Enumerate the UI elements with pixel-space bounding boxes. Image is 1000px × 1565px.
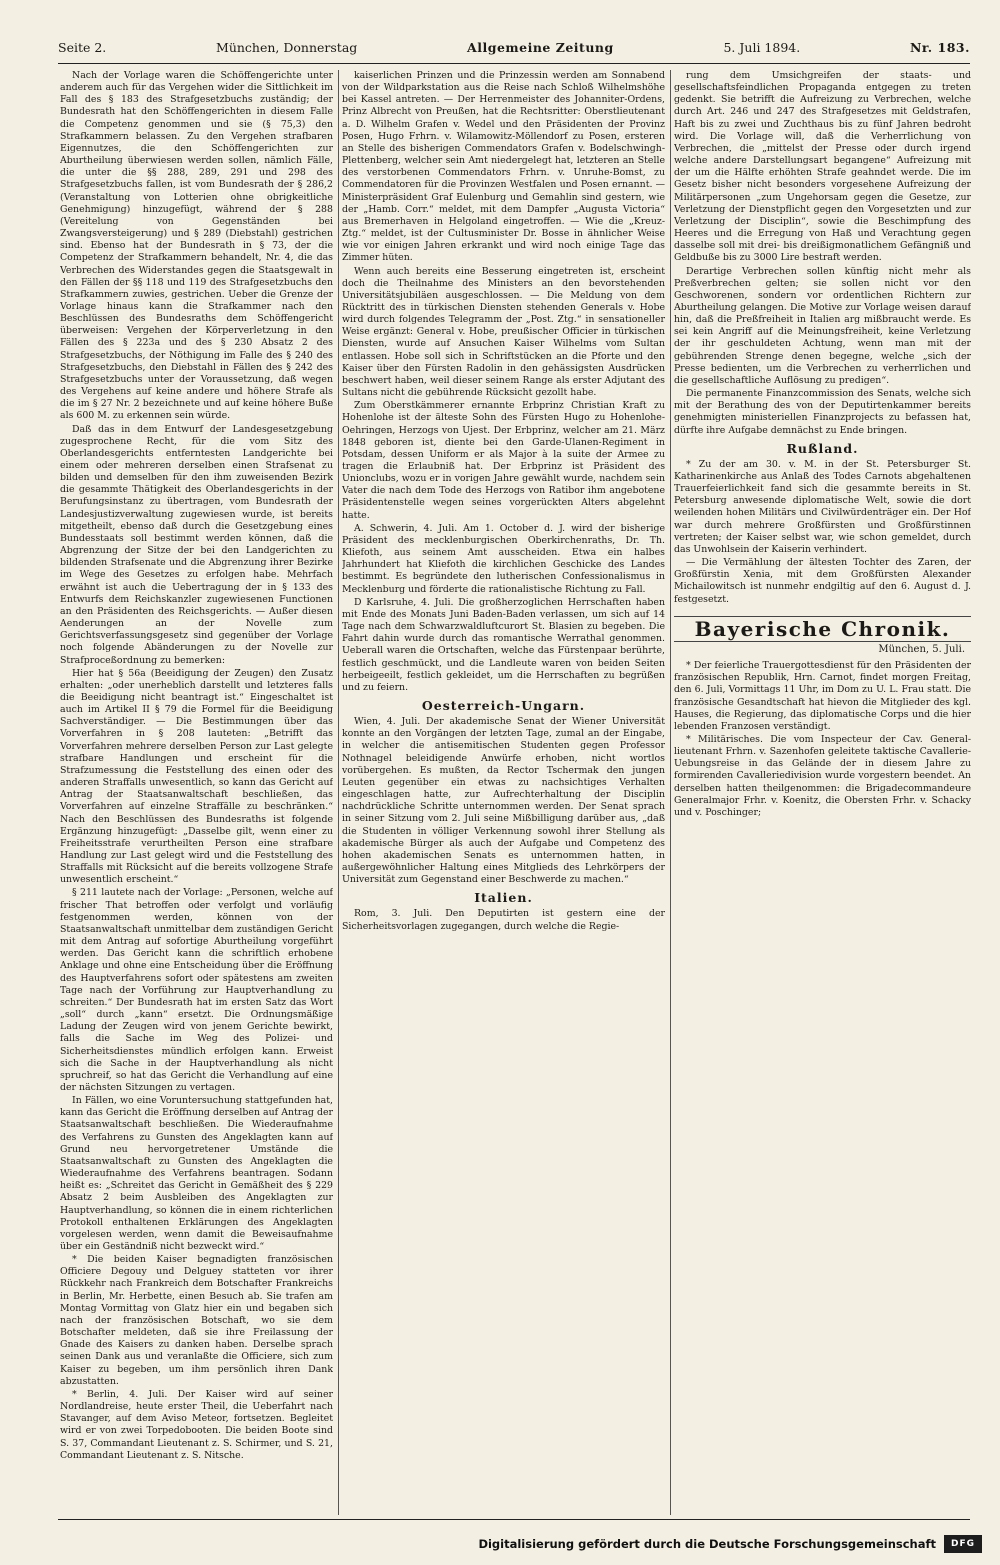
paragraph: Nach der Vorlage waren die Schöffengerichte unter anderem auch für das Vergehen wider die Sittlichkeit im Fall des § 183 des Strafgesetzbuchs zuständig; der Bundesrath hat den Schöffengerichten in diesem Falle die Competenz genommen und sie (§ 75,3) den Strafkammern belassen. Zu den Vergehen strafbaren Eigennutzes, die den Schöffengerichten zur Aburtheilung überwiesen werden sollen, nämlich Fälle, die unter die §§ 288, 289, 291 und 298 des Strafgesetzbuchs fallen, ist vom Bundesrath der § 286,2 (Veranstaltung von Lotterien ohne obrigkeitliche Genehmigung) hinzugefügt, während der § 288 (Vereitelung von Gegenständen bei Zwangsversteigerung) und § 289 (Diebstahl) gestrichen sind. Ebenso hat der Bundesrath in § 73, der die Competenz der Strafkammern behandelt, Nr. 4, die das Verbrechen des Widerstandes gegen die Staatsgewalt in den Fällen der §§ 118 und 119 des Strafgesetzbuchs den Strafkammern zuwies, gestrichen. Ueber die Grenze der Vorlage hinaus kann die Strafkammer nach den Beschlüssen des Bundesraths dem Schöffengericht überweisen: Vergehen der Körperverletzung in den Fällen des § 223a und des § 230 Absatz 2 des Strafgesetzbuchs, der Nöthigung im Falle des § 240 des Strafgesetzbuchs, den Diebstahl in Fällen des § 242 des Strafgesetzbuchs unter der Voraussetzung, daß wegen des Vergehens auf keine andere und höhere Strafe als die im § 27 Nr. 2 bezeichnete und auf keine höhere Buße als 600 M. zu erkennen sein würde. <box>60 70 333 422</box>
page-number: Seite 2. <box>58 40 107 55</box>
paragraph: Derartige Verbrechen sollen künftig nicht mehr als Preßverbrechen gelten; sie sollen nicht vor den Geschworenen, sondern vor ordentlichen Richtern zur Aburtheilung gelangen. Die Motive zur Vorlage weisen darauf hin, daß die Preßfreiheit in Italien arg mißbraucht werde. Es sei kein Angriff auf die Meinungsfreiheit, keine Verletzung der ihr geschuldeten Achtung, wenn man mit der gebührenden Strenge denen begegne, welche „sich der Presse bedienten, um die Verbrechen zu verherrlichen und die gesellschaftliche Auflösung zu predigen“. <box>674 265 971 386</box>
section-heading-austria: Oesterreich-Ungarn. <box>421 697 586 713</box>
paragraph: Daß das in dem Entwurf der Landesgesetzgebung zugesprochene Recht, für die vom Sitz des Oberlandesgerichts entferntesten Landgerichte bei einem oder mehreren derselben einen Strafsenat zu bilden und demselben für den ihm zuweisenden Bezirk die gesammte Thätigkeit des Oberlandesgerichts in der Berufungsinstanz zu übertragen, vom Bundesrath der Landesjustizverwaltung zugewiesen wurde, ist bereits mitgetheilt, ebenso daß durch die Gesetzgebung eines Bundesstaats soll bestimmt werden können, daß die Abgrenzung der Sitze der bei den Landgerichten zu bildenden Strafsenate und die Abgrenzung ihrer Bezirke im Wege des Gesetzes zu erfolgen habe. Mehrfach erwähnt ist auch die Uebertragung der in § 133 des Entwurfs dem Reichskanzler zugewiesenen Functionen an den Präsidenten des Reichsgerichts. — Außer diesen Aenderungen an der Novelle zum Gerichtsverfassungsgesetz sind gegenüber der Vorlage noch folgende Abänderungen zu der Novelle zur Strafproceßordnung zu bemerken: <box>60 423 333 666</box>
issue-date: 5. Juli 1894. <box>723 40 801 55</box>
issue-number: Nr. 183. <box>909 40 970 55</box>
paragraph: Rom, 3. Juli. Den Deputirten ist gestern eine der Sicherheitsvorlagen zugegangen, durch welche die Regie- <box>342 908 665 932</box>
paragraph: Die permanente Finanzcommission des Senats, welche sich mit der Berathung des von der Deputirtenkammer bereits genehmigten ministeriellen Finanzprojects zu befassen hat, dürfte ihre Aufgabe demnächst zu Ende bringen. <box>674 388 971 436</box>
paragraph: rung dem Umsichgreifen der staats- und gesellschaftsfeindlichen Propaganda entgegen zu treten gedenkt. Sie betrifft die Aufreizung zu Verbrechen, welche durch Art. 246 und 247 des Strafgesetzes mit Geldstrafen, Haft bis zu zwei und Zuchthaus bis zu fünf Jahren bedroht wird. Die Vorlage will, daß die Verherrlichung von Verbrechen, die „mittelst der Presse oder durch irgend welche andere Darstellungsart begangene“ Aufreizung mit der um die Hälfte erhöhten Strafe geahndet werde. Die im Gesetz bisher nicht besonders vorgesehene Aufreizung der Militärpersonen „zum Ungehorsam gegen die Gesetze, zur Verletzung der Dienstpflicht gegen den Vorgesetzten und zur Verletzung der Disciplin“, sowie die Beschimpfung des Heeres und die Erregung von Haß und Verachtung gegen dasselbe soll mit drei- bis dreißigmonatlichem Gefängniß und Geldbuße bis zu 3000 Lire bestraft werden. <box>674 70 971 264</box>
column-2 <box>342 70 665 1515</box>
footer-rule <box>58 1519 970 1520</box>
funding-notice: Digitalisierung gefördert durch die Deutsche Forschungsgemeinschaft <box>478 1537 936 1551</box>
paragraph: Wenn auch bereits eine Besserung eingetreten ist, erscheint doch die Theilnahme des Ministers an den bevorstehenden Universitätsjubiläen ausgeschlossen. — Die Meldung von dem Rücktritt des in türkischen Diensten stehenden Generals v. Hobe wird durch folgendes Telegramm der „Post. Ztg.“ in sensationeller Weise ergänzt: General v. Hobe, preußischer Officier in türkischen Diensten, wurde auf Ansuchen Kaiser Wilhelms vom Sultan entlassen. Hobe soll sich in Schriftstücken an die Pforte und den Kaiser über den Fürsten Radolin in den gehässigsten Ausdrücken beschwert haben, weil dieser seinem Range als erster Adjutant des Sultans nicht die gebührende Rücksicht gezollt habe. <box>342 265 665 399</box>
newspaper-title: Allgemeine Zeitung <box>467 40 614 55</box>
paragraph: D Karlsruhe, 4. Juli. Die großherzoglichen Herrschaften haben mit Ende des Monats Juni Baden-Baden verlassen, um sich auf 14 Tage nach dem Schwarzwaldluftcurort St. Blasien zu begeben. Die Fahrt dahin wurde durch das romantische Werrathal genommen. Ueberall waren die Ortschaften, welche das Fürstenpaar berührte, festlich geschmückt, und die Landleute waren von beiden Seiten herbeigeeilt, festlich gekleidet, um die Herrschaften zu begrüßen und zu feiern. <box>342 596 665 693</box>
paragraph: * Die beiden Kaiser begnadigten französischen Officiere Degouy und Delguey statteten vor ihrer Rückkehr nach Frankreich dem Botschafter Frankreichs in Berlin, Mr. Herbette, einen Besuch ab. Sie trafen am Montag Vormittag von Glatz hier ein und begaben sich nach der französischen Botschaft, wo sie dem Botschafter meldeten, daß sie ihre Freilassung der Gnade des Kaisers zu danken haben. Derselbe sprach seinen Dank aus und veranlaßte die Officiere, sich zum Kaiser zu begeben, um ihm persönlich ihren Dank abzustatten. <box>60 1254 333 1387</box>
paragraph: § 211 lautete nach der Vorlage: „Personen, welche auf frischer That betroffen oder verfolgt und vorläufig festgenommen werden, können von der Staatsanwaltschaft unmittelbar dem zuständigen Gericht mit dem Antrag auf sofortige Aburtheilung vorgeführt werden. Das Gericht kann die schriftlich erhobene Anklage und ohne eine Entscheidung über die Eröffnung des Hauptverfahrens sofort oder spätestens am zweiten Tage nach der Vorführung zur Hauptverhandlung zu schreiten.“ Der Bundesrath hat im ersten Satz das Wort „soll“ durch „kann“ ersetzt. Die Ordnungsmäßige Ladung der Zeugen wird von jenem Gerichte bewirkt, falls die Sache im Weg des Polizei- und Sicherheitsdienstes mündlich erfolgen kann. Erweist sich die Sache in der Hauptverhandlung als nicht spruchreif, so hat das Gericht die Verhandlung auf eine der nächsten Sitzungen zu vertagen. <box>60 887 333 1093</box>
dfg-logo: DFG <box>944 1535 982 1553</box>
paragraph: Wien, 4. Juli. Der akademische Senat der Wiener Universität konnte an den Vorgängen der letzten Tage, zumal an der Eingabe, in welcher die antisemitischen Studenten gegen Professor Nothnagel beleidigende Anwürfe erhoben, nicht wortlos vorübergehen. Es mußten, da Rector Tschermak den jungen Leuten gegenüber ein etwas zu nachsichtiges Verhalten eingeschlagen hatte, zur Aufrechterhaltung der Disciplin nachdrückliche Schritte unternommen werden. Der Senat sprach in seiner Sitzung vom 2. Juli seine Mißbilligung darüber aus, „daß die Studenten in völliger Verkennung sowohl ihrer Stellung als akademische Bürger als auch der Aufgabe und Competenz des hohen akademischen Senats es unternommen hatten, in außergewöhnlicher Haltung eines Mitglieds des Lehrkörpers der Universität zum Gegenstand einer Beschwerde zu machen.“ <box>342 716 665 886</box>
column-3 <box>674 70 971 1515</box>
section-heading-italy: Italien. <box>474 890 533 906</box>
paragraph: * Berlin, 4. Juli. Der Kaiser wird auf seiner Nordlandreise, heute erster Theil, die Ueberfahrt nach Stavanger, auf dem Aviso Meteor, fortsetzen. Begleitet wird er von zwei Torpedobooten. Die beiden Boote sind S. 37, Commandant Lieutenant z. S. Schirmer, und S. 21, Commandant Lieutenant z. S. Nitsche. <box>60 1388 333 1461</box>
paragraph: kaiserlichen Prinzen und die Prinzessin werden am Sonnabend von der Wildparkstation aus die Reise nach Schloß Wilhelmshöhe bei Kassel antreten. — Der Herrenmeister des Johanniter-Ordens, Prinz Albrecht von Preußen, hat die Rechtsritter: Oberstlieutenant a. D. Wilhelm Grafen v. Wedel und den Präsidenten der Provinz Posen, Hugo Frhrn. v. Wilamowitz-Möllendorf zu Posen, ersteren an Stelle des bisherigen Commendators Grafen v. Bodelschwingh-Plettenberg, welcher sein Amt niedergelegt hat, letzteren an Stelle des verstorbenen Commendators Frhrn. v. Unruhe-Bomst, zu Commendatoren für die Provinzen Westfalen und Posen ernannt. — Ministerpräsident Graf Eulenburg und Gemahlin sind gestern, wie der „Hamb. Corr.“ meldet, mit dem Dampfer „Augusta Victoria“ aus Bremerhaven in Helgoland eingetroffen. — Wie die „Kreuz-Ztg.“ meldet, ist der Cultusminister Dr. Bosse in ähnlicher Weise wie vor einigen Jahren erkrankt und wird noch einige Tage das Zimmer hüten. <box>342 70 665 264</box>
paragraph: * Zu der am 30. v. M. in der St. Petersburger St. Katharinenkirche aus Anlaß des Todes Carnots abgehaltenen Trauerfeierlichkeit fand sich die gesammte bereits in St. Petersburg anwesende diplomatische Welt, sowie die dort weilenden hohen Militärs und Civilwürdenträger ein. Der Hof war durch mehrere Großfürsten und Großfürstinnen vertreten; der Kaiser selbst war, wie schon gemeldet, durch das Unwohlsein der Kaiserin verhindert. <box>674 458 971 555</box>
section-heading-russia: Rußland. <box>786 440 859 456</box>
paragraph: * Militärisches. Die vom Inspecteur der Cav. General-lieutenant Frhrn. v. Sazenhofen geleitete taktische Cavallerie-Uebungsreise in das Gelände der in diesem Jahre zu formirenden Cavalleriedivision wurde vorgestern beendet. An derselben hatten theilgenommen: die Brigadecommandeure Generalmajor Frhr. v. Koenitz, die Obersten Frhr. v. Schacky und v. Poschinger; <box>674 733 971 818</box>
column-divider <box>338 70 339 1515</box>
paragraph: — Die Vermählung der ältesten Tochter des Zaren, der Großfürstin Xenia, mit dem Großfürsten Alexander Michailowitsch ist nunmehr endgiltig auf den 6. August d. J. festgesetzt. <box>674 557 971 605</box>
paragraph: Zum Oberstkämmerer ernannte Erbprinz Christian Kraft zu Hohenlohe ist der älteste Sohn des Fürsten Hugo zu Hohenlohe-Oehringen, Herzogs von Ujest. Der Erbprinz, welcher am 21. März 1848 geboren ist, diente bei den Garde-Ulanen-Regiment in Potsdam, dessen Uniform er als Major à la suite der Armee zu tragen die Erlaubniß hat. Der Erbprinz ist Präsident des Unionclubs, wozu er in vorigen Jahre gewählt wurde, nachdem sein Vater die nach dem Tode des Herzogs von Ratibor ihm angebotene Präsidentenstelle wegen seines vorgerückten Alters abgelehnt hatte. <box>342 400 665 521</box>
paragraph: A. Schwerin, 4. Juli. Am 1. October d. J. wird der bisherige Präsident des mecklenburgischen Oberkirchenraths, Dr. Th. Kliefoth, aus seinem Amt ausscheiden. Etwa ein halbes Jahrhundert hat Kliefoth die kirchlichen Geschicke des Landes bestimmt. Es begründete den lutherischen Confessionalismus in Mecklenburg und förderte die rationalistische Richtung zu Fall. <box>342 522 665 595</box>
dateline: München, 5. Juli. <box>878 643 965 655</box>
masthead <box>58 40 970 62</box>
section-heading-bavaria: Bayerische Chronik. <box>674 616 971 642</box>
column-1 <box>60 70 333 1515</box>
column-divider <box>670 70 671 1515</box>
header-rule <box>58 63 970 64</box>
paragraph: * Der feierliche Trauergottesdienst für den Präsidenten der französischen Republik, Hrn. Carnot, findet morgen Freitag, den 6. Juli, Vormittags 11 Uhr, im Dom zu U. L. Frau statt. Die französische Gesandtschaft hat hievon die Mitglieder des kgl. Hauses, die Regierung, das diplomatische Corps und die hier lebenden Franzosen verständigt. <box>674 660 971 732</box>
paragraph: In Fällen, wo eine Voruntersuchung stattgefunden hat, kann das Gericht die Eröffnung derselben auf Antrag der Staatsanwaltschaft beschließen. Die Wiederaufnahme des Verfahrens zu Gunsten des Angeklagten kann auf Grund neu hervorgetretener Umstände die Staatsanwaltschaft zu Gunsten des Angeklagten die Wiederaufnahme des Verfahrens beantragen. Sodann heißt es: „Schreitet das Gericht in Gemäßheit des § 229 Absatz 2 beim Ausbleiben des Angeklagten zur Hauptverhandlung, so können die in einem richterlichen Protokoll enthaltenen Erklärungen des Angeklagten vorgelesen werden, wenn damit die Beweisaufnahme über ein Geständniß nicht bezweckt wird.“ <box>60 1095 333 1252</box>
paragraph: Hier hat § 56a (Beeidigung der Zeugen) den Zusatz erhalten: „oder unerheblich darstellt und letzteres falls die Beeidigung nicht beantragt ist.“ Eingeschaltet ist auch im Artikel II § 79 die Formel für die Beeidigung Sachverständiger. — Die Bestimmungen über das Vorverfahren in § 208 lauteten: „Betrifft das Vorverfahren mehrere derselben Person zur Last gelegte strafbare Handlungen und erscheint für die Strafzumessung die Feststellung des einen oder des anderen Straffalls unwesentlich, so kann das Gericht auf Antrag der Staatsanwaltschaft beschließen, das Vorverfahren auf einzelne Straffälle zu beschränken.“ Nach den Beschlüssen des Bundesraths ist folgende Ergänzung hinzugefügt: „Dasselbe gilt, wenn einer zu Freiheitsstrafe verurtheilten Person eine strafbare Handlung zur Last gelegt wird und die Feststellung des Straffalls mit Rücksicht auf die bereits vollzogene Strafe unwesentlich erscheint.“ <box>60 667 333 886</box>
place-and-day: München, Donnerstag <box>216 40 358 55</box>
digitization-footer <box>0 1523 1000 1565</box>
